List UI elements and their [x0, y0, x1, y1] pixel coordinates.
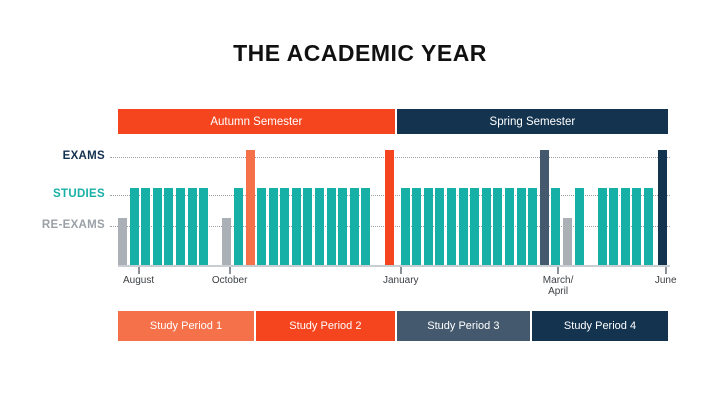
month-tick: [665, 267, 667, 274]
semester-band-item: [397, 109, 668, 134]
study-period-label: Study Period 3: [427, 320, 500, 332]
study-period-label: Study Period 1: [149, 320, 223, 332]
week-bar-studies: [551, 188, 560, 265]
week-bar-re-exams: [118, 218, 127, 265]
week-bar-studies: [338, 188, 347, 265]
semester-label: Spring Semester: [489, 115, 576, 128]
week-bar-studies: [528, 188, 537, 265]
week-bars-plot: [118, 150, 670, 265]
week-bar-exams: [246, 150, 255, 265]
week-bar-studies: [292, 188, 301, 265]
week-bar-studies: [269, 188, 278, 265]
study-period-label: Study Period 4: [563, 320, 637, 332]
week-bar-re-exams: [563, 218, 572, 265]
month-label: June: [654, 275, 677, 286]
semester-label: Autumn Semester: [210, 115, 303, 128]
week-bar-studies: [447, 188, 456, 265]
week-bar-studies: [435, 188, 444, 265]
week-bar-studies: [303, 188, 312, 265]
month-tick: [400, 267, 402, 274]
week-bar-studies: [257, 188, 266, 265]
week-bar-studies: [350, 188, 359, 265]
month-tick: [229, 267, 231, 274]
week-bar-studies: [412, 188, 421, 265]
week-bar-studies: [130, 188, 139, 265]
study-period-band-item: [256, 311, 395, 341]
week-bar-studies: [575, 188, 584, 265]
week-bar-studies: [327, 188, 336, 265]
week-bar-exams: [658, 150, 667, 265]
week-bar-exams: [540, 150, 549, 265]
week-bar-studies: [482, 188, 491, 265]
week-bar-studies: [164, 188, 173, 265]
study-period-label: Study Period 2: [289, 320, 362, 332]
study-period-band-item: [118, 311, 254, 341]
month-label: October: [211, 275, 248, 286]
week-bar-studies: [188, 188, 197, 265]
week-bar-studies: [505, 188, 514, 265]
week-bar-studies: [644, 188, 653, 265]
month-tick: [557, 267, 559, 274]
week-bar-studies: [401, 188, 410, 265]
semester-band-item: [118, 109, 395, 134]
row-label-re-exams: RE-EXAMS: [41, 219, 105, 231]
week-bar-studies: [361, 188, 370, 265]
week-bar-studies: [199, 188, 208, 265]
week-bar-studies: [517, 188, 526, 265]
row-label-studies: STUDIES: [53, 188, 105, 200]
row-label-exams: EXAMS: [62, 150, 105, 162]
week-bar-studies: [176, 188, 185, 265]
page-title: THE ACADEMIC YEAR: [233, 40, 487, 66]
week-bar-studies: [234, 188, 243, 265]
week-bar-exams: [385, 150, 394, 265]
week-bar-studies: [621, 188, 630, 265]
week-bar-studies: [153, 188, 162, 265]
axis-baseline: [118, 265, 670, 267]
week-bar-studies: [280, 188, 289, 265]
study-period-band-item: [532, 311, 668, 341]
week-bar-studies: [424, 188, 433, 265]
month-label: March/ April: [542, 275, 574, 297]
week-bar-studies: [598, 188, 607, 265]
month-tick: [138, 267, 140, 274]
week-bar-studies: [609, 188, 618, 265]
week-bar-re-exams: [222, 218, 231, 265]
study-period-band-item: [397, 311, 530, 341]
week-bar-studies: [632, 188, 641, 265]
week-bar-studies: [141, 188, 150, 265]
week-bar-studies: [459, 188, 468, 265]
week-bar-studies: [493, 188, 502, 265]
month-label: August: [122, 275, 155, 286]
week-bar-studies: [470, 188, 479, 265]
month-label: January: [382, 275, 419, 286]
week-bar-studies: [315, 188, 324, 265]
